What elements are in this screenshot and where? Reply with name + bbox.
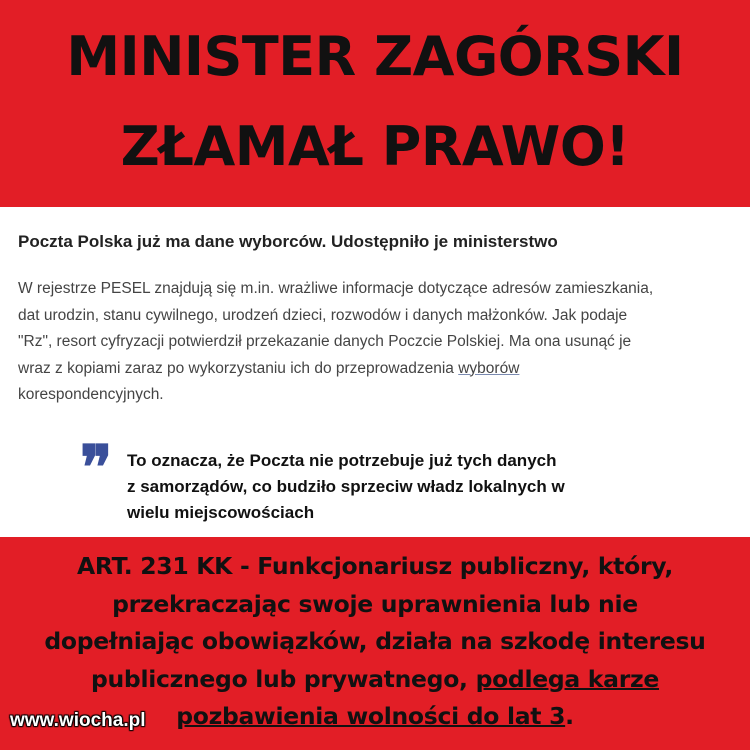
law-text: publicznego lub prywatnego,	[90, 664, 476, 693]
law-penalty-underlined: pozbawienia wolności do lat 3	[176, 702, 566, 730]
site-watermark: www.wiocha.pl	[10, 710, 146, 731]
law-text: .	[565, 702, 574, 730]
law-line: przekraczając swoje uprawnienia lub nie	[112, 589, 638, 618]
article-body-line	[18, 356, 743, 383]
law-line: ART. 231 KK - Funkcjonariusz publiczny, który,	[76, 552, 674, 580]
article-title: Poczta Polska już ma dane wyborców. Udostępniło je ministerstwo	[18, 232, 558, 251]
law-article-text	[0, 548, 750, 736]
article-body	[18, 276, 743, 409]
article-body-line: korespondencyjnych.	[18, 386, 164, 403]
headline-line-1: MINISTER ZAGÓRSKI	[66, 25, 684, 88]
law-line	[0, 661, 750, 699]
law-penalty-underlined: podlega karze	[475, 664, 659, 693]
article-body-line: W rejestrze PESEL znajdują się m.in. wrażliwe informacje dotyczące adresów zamieszkania,	[18, 280, 654, 297]
pull-quote-line: To oznacza, że Poczta nie potrzebuje już tych danych	[127, 451, 557, 470]
article-body-text: wraz z kopiami zaraz po wykorzystaniu ich do przeprowadzenia	[18, 359, 459, 377]
headline-line-2: ZŁAMAŁ PRAWO!	[120, 115, 630, 178]
quote-mark-icon: ❞	[80, 433, 113, 503]
wybory-link[interactable]: wyborów	[458, 359, 520, 377]
pull-quote-line: z samorządów, co budziło sprzeciw władz lokalnych w	[127, 477, 565, 496]
pull-quote	[127, 448, 687, 526]
article-body-line: "Rz", resort cyfryzacji potwierdził przekazanie danych Poczcie Polskiej. Ma ona usunąć je	[18, 333, 632, 350]
law-line: dopełniając obowiązków, działa na szkodę interesu	[44, 627, 706, 655]
article-body-line: dat urodzin, stanu cywilnego, urodzeń dzieci, rozwodów i danych małżonków. Jak podaje	[18, 306, 628, 324]
pull-quote-line: wielu miejscowościach	[127, 503, 315, 522]
